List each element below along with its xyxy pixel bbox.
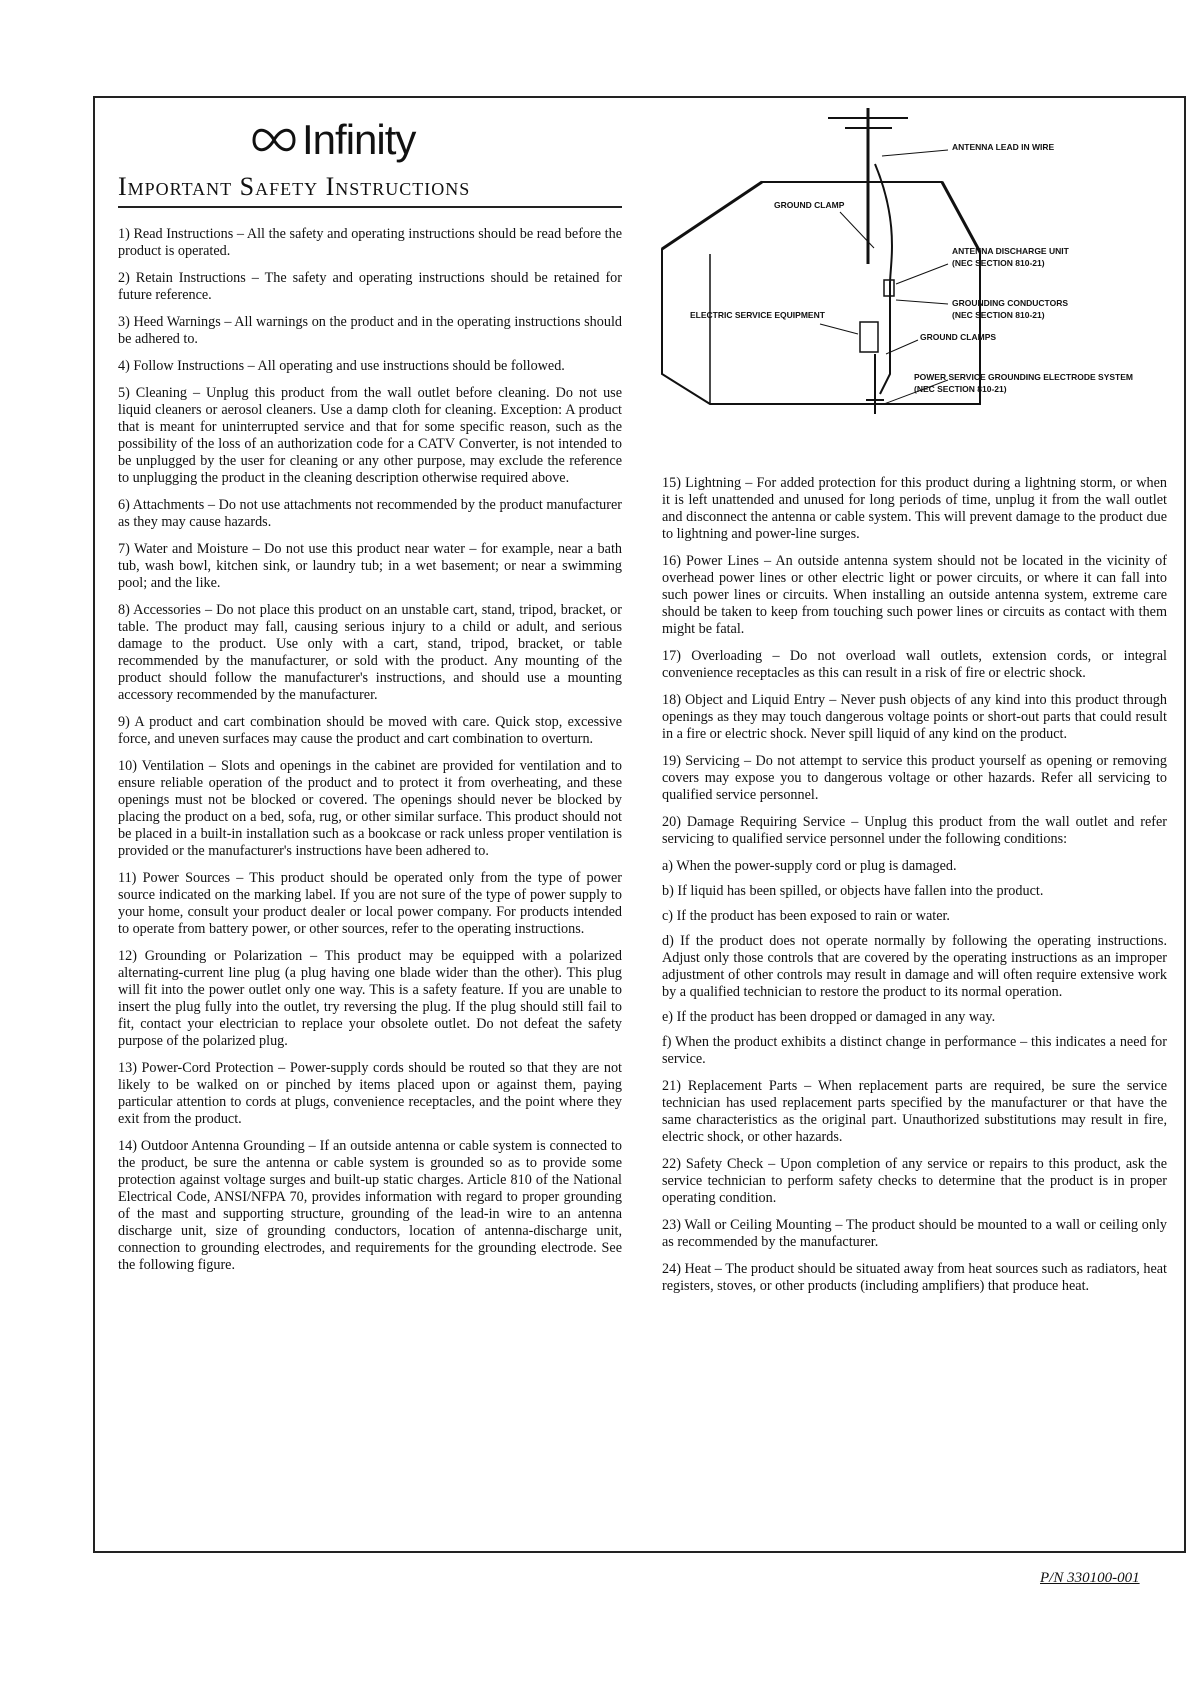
instruction-item: 16) Power Lines – An outside antenna system should not be located in the vicinity of overhead power lines or other electric light or power circuits, or where it can fall into such power lines or circuits. When installing an outside antenna system, extreme care should be taken to keep from touching such power lines or circuits as contact with them might be fatal. bbox=[662, 553, 1167, 637]
antenna-grounding-diagram bbox=[650, 104, 1170, 449]
instruction-item: 5) Cleaning – Unplug this product from the wall outlet before cleaning. Do not use liquid cleaners or aerosol cleaners. Use a damp cloth for cleaning. Exception: A product that is meant for uninterrupted service and that for some specific reason, such as the possibility of the loss of an authorization code for a CATV Converter, is not intended to be unplugged by the user for cleaning or any other purpose, may exclude the reference to unplugging the product in the cleaning description otherwise required above. bbox=[118, 385, 622, 486]
instruction-item: 2) Retain Instructions – The safety and operating instructions should be retained for future reference. bbox=[118, 270, 622, 303]
fig-label-power-service: Power service grounding electrode system bbox=[914, 372, 1133, 382]
instruction-item: 13) Power-Cord Protection – Power-supply cords should be routed so that they are not likely to be walked on or pinched by items placed upon or against them, paying particular attention to cords at plugs, convenience receptacles, and the point where they exit from the product. bbox=[118, 1060, 622, 1127]
condition-item: f) When the product exhibits a distinct change in performance – this indicates a need for service. bbox=[662, 1034, 1167, 1067]
condition-item: c) If the product has been exposed to rain or water. bbox=[662, 908, 950, 924]
fig-label-ground-clamp: Ground clamp bbox=[774, 200, 845, 210]
fig-label-discharge-unit: Antenna discharge unit bbox=[952, 246, 1069, 256]
instruction-item: 24) Heat – The product should be situated away from heat sources such as radiators, heat registers, stoves, or other products (including amplifiers) that produce heat. bbox=[662, 1261, 1167, 1294]
instruction-item: 23) Wall or Ceiling Mounting – The product should be mounted to a wall or ceiling only as recommended by the manufacturer. bbox=[662, 1217, 1167, 1250]
part-number: P/N 330100-001 bbox=[1040, 1570, 1140, 1586]
instruction-item: 8) Accessories – Do not place this product on an unstable cart, stand, tripod, bracket, or table. The product may fall, causing serious injury to a child or adult, and serious damage to the product. Use only with a cart, stand, tripod, bracket, or table recommended by the manufacturer, or sold with the product. Any mounting of the product should follow the manufacturer's instructions, and should use a mounting accessory recommended by the manufacturer. bbox=[118, 602, 622, 703]
instruction-item: 12) Grounding or Polarization – This product may be equipped with a polarized alternating-current line plug (a plug having one blade wider than the other). This plug will fit into the power outlet only one way. This is a safety feature. If you are unable to insert the plug fully into the outlet, try reversing the plug. If the plug should still fail to fit, contact your electrician to replace your obsolete outlet. Do not defeat the safety purpose of the polarized plug. bbox=[118, 948, 622, 1049]
instruction-item: 7) Water and Moisture – Do not use this product near water – for example, near a bath tub, wash bowl, kitchen sink, or laundry tub; in a wet basement; or near a swimming pool; and the like. bbox=[118, 541, 622, 591]
instruction-item: 1) Read Instructions – All the safety and operating instructions should be read before the product is operated. bbox=[118, 226, 622, 259]
page-title: Important Safety Instructions bbox=[118, 172, 622, 208]
instructions-right-column bbox=[662, 475, 1167, 1305]
instruction-item: 18) Object and Liquid Entry – Never push objects of any kind into this product through openings as they may touch dangerous voltage points or short-out parts that could result in a fire or electric shock. Never spill liquid of any kind on the product. bbox=[662, 692, 1167, 742]
fig-label-ground-clamps: Ground clamps bbox=[920, 332, 997, 342]
instruction-item: 14) Outdoor Antenna Grounding – If an outside antenna or cable system is connected to the product, be sure the antenna or cable system is grounded so as to provide some protection against voltage surges and built-up static charges. Article 810 of the National Electrical Code, ANSI/NFPA 70, provides information with regard to proper grounding of the mast and supporting structure, grounding of the lead-in wire to an antenna discharge unit, size of grounding conductors, location of antenna-discharge unit, connection to grounding electrodes, and requirements for the grounding electrode. See the following figure. bbox=[118, 1138, 622, 1273]
fig-label-antenna-lead: Antenna lead in wire bbox=[952, 142, 1055, 152]
condition-item: e) If the product has been dropped or damaged in any way. bbox=[662, 1009, 996, 1025]
instruction-item: 11) Power Sources – This product should be operated only from the type of power source indicated on the marking label. If you are not sure of the type of power supply to your home, consult your product dealer or local power company. For products intended to operate from battery power, or other sources, refer to the operating instructions. bbox=[118, 870, 622, 937]
condition-item: d) If the product does not operate normally by following the operating instructions. Adjust only those controls that are covered by the operating instructions as an improper adjustment of other controls may result in damage and will often require extensive work by a qualified technician to restore the product to its normal operation. bbox=[662, 933, 1167, 1000]
instruction-item: 17) Overloading – Do not overload wall outlets, extension cords, or integral convenience receptacles as this can result in a risk of fire or electric shock. bbox=[662, 648, 1167, 681]
fig-label-power-nec: (NEC Section 810-21) bbox=[914, 384, 1007, 394]
condition-item: b) If liquid has been spilled, or objects have fallen into the product. bbox=[662, 883, 1044, 899]
fig-label-electric-service: Electric service equipment bbox=[690, 310, 825, 320]
fig-label-grounding-conductors: Grounding conductors bbox=[952, 298, 1069, 308]
brand-name: Infinity bbox=[302, 116, 416, 163]
fig-label-discharge-nec: (NEC Section 810-21) bbox=[952, 258, 1045, 268]
instruction-item: 3) Heed Warnings – All warnings on the product and in the operating instructions should be adhered to. bbox=[118, 314, 622, 347]
instruction-item: 20) Damage Requiring Service – Unplug this product from the wall outlet and refer servicing to qualified service personnel under the following conditions: bbox=[662, 814, 1167, 847]
instruction-item: 15) Lightning – For added protection for this product during a lightning storm, or when it is left unattended and unused for long periods of time, unplug it from the wall outlet and disconnect the antenna or cable system. This will prevent damage to the product due to lightning and power-line surges. bbox=[662, 475, 1167, 542]
instruction-item: 10) Ventilation – Slots and openings in the cabinet are provided for ventilation and to ensure reliable operation of the product and to protect it from overheating, and these openings must not be blocked or covered. The openings should never be blocked by placing the product on a bed, sofa, rug, or other similar surface. This product should not be placed in a built-in installation such as a bookcase or rack unless proper ventilation is provided or the manufacturer's instructions have been adhered to. bbox=[118, 758, 622, 859]
instruction-item: 4) Follow Instructions – All operating and use instructions should be followed. bbox=[118, 358, 565, 374]
instruction-item: 21) Replacement Parts – When replacement parts are required, be sure the service technician has used replacement parts specified by the manufacturer or that have the same characteristics as the original part. Unauthorized substitutions may result in fire, electric shock, or other hazards. bbox=[662, 1078, 1167, 1145]
infinity-logo-icon bbox=[250, 120, 298, 160]
instruction-item: 9) A product and cart combination should be moved with care. Quick stop, excessive force, and uneven surfaces may cause the product and cart combination to overturn. bbox=[118, 714, 622, 747]
instructions-left-column bbox=[118, 226, 622, 1284]
condition-item: a) When the power-supply cord or plug is damaged. bbox=[662, 858, 957, 874]
instruction-item: 6) Attachments – Do not use attachments not recommended by the product manufacturer as they may cause hazards. bbox=[118, 497, 622, 530]
instruction-item: 22) Safety Check – Upon completion of any service or repairs to this product, ask the service technician to perform safety checks to determine that the product is in proper operating condition. bbox=[662, 1156, 1167, 1206]
brand-logo bbox=[250, 114, 480, 166]
antenna-grounding-figure bbox=[650, 104, 1170, 449]
fig-label-grounding-nec: (NEC Section 810-21) bbox=[952, 310, 1045, 320]
instruction-item: 19) Servicing – Do not attempt to service this product yourself as opening or removing covers may expose you to dangerous voltage or other hazards. Refer all servicing to qualified service personnel. bbox=[662, 753, 1167, 803]
